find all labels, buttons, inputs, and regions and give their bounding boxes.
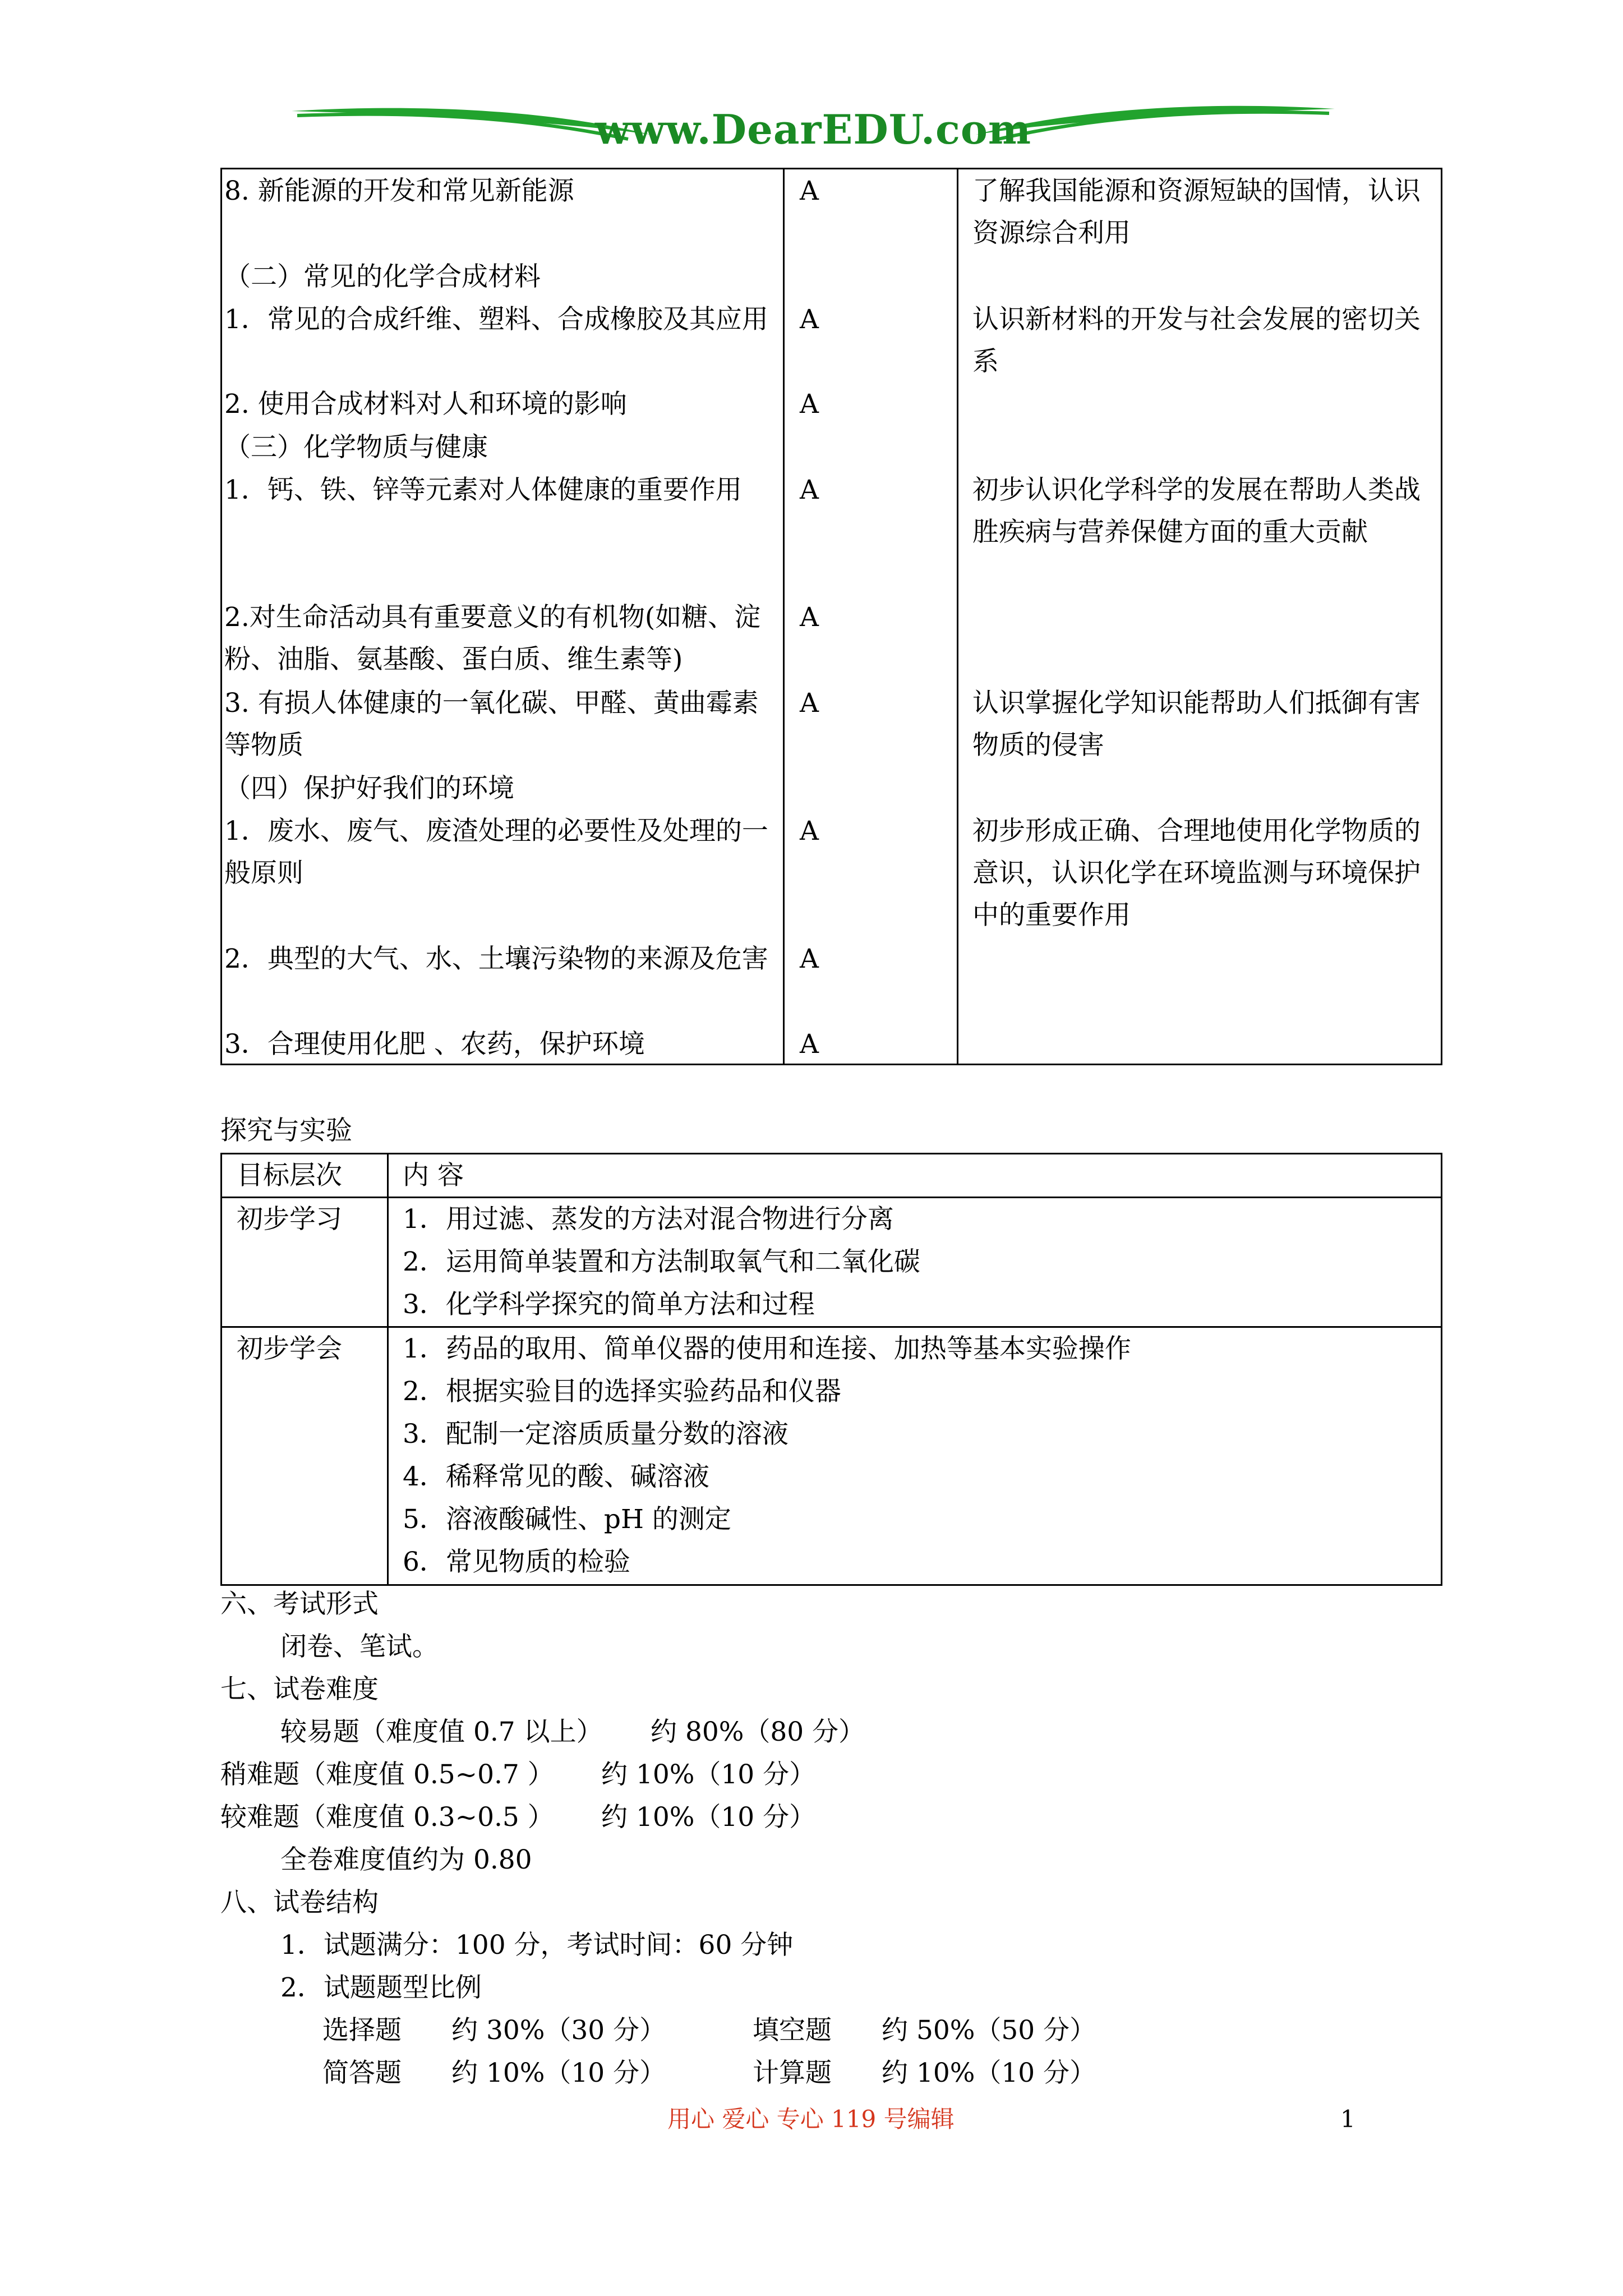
structure-item-2: 2．试题题型比例 [280,1972,482,2003]
section-inquiry-title: 探究与实验 [220,1115,352,1146]
table2-item: 1．用过滤、蒸发的方法对混合物进行分离 [403,1204,894,1235]
difficulty-overall: 全卷难度值约为 0.80 [280,1844,532,1875]
table2-item: 4．稀释常见的酸、碱溶液 [403,1461,709,1492]
table1-level-4: A [800,475,819,505]
table2-item: 1．药品的取用、简单仪器的使用和连接、加热等基本实验操作 [403,1333,1131,1364]
table2-item: 3．化学科学探究的简单方法和过程 [403,1289,815,1320]
table1-level-2: A [800,304,819,335]
table1-heading-health: （三）化学物质与健康 [224,432,488,463]
type-calculation-name: 计算题 [753,2058,832,2088]
type-short-answer-name: 简答题 [322,2058,402,2088]
table1-content-6: 3. 有损人体健康的一氧化碳、甲醛、黄曲霉素等物质 [224,688,759,761]
table1-goal-3: 初步认识化学科学的发展在帮助人类战胜疾病与营养保健方面的重大贡献 [972,475,1421,547]
section-difficulty-title: 七、试卷难度 [220,1674,379,1705]
table2-item: 6．常见物质的检验 [403,1547,630,1577]
type-fill-value: 约 50%（50 分） [882,2015,1096,2046]
table1-heading-materials: （二）常见的化学合成材料 [224,261,541,292]
difficulty-easy-value: 约 80%（80 分） [651,1717,865,1747]
table1-level-9: A [800,1029,819,1060]
table1-content-9: 3．合理使用化肥 、农药，保护环境 [224,1029,645,1060]
table1-content-5: 2.对生命活动具有重要意义的有机物(如糖、淀粉、油脂、氨基酸、蛋白质、维生素等) [224,602,761,675]
table1-content-2: 1．常见的合成纤维、塑料、合成橡胶及其应用 [224,304,768,335]
section-structure-title: 八、试卷结构 [220,1887,379,1918]
footer-text: 用心 爱心 专心 119 号编辑 [667,2105,955,2133]
section-exam-format-title: 六、考试形式 [220,1589,379,1619]
table2-item: 5．溶液酸碱性、pH 的测定 [403,1504,731,1535]
table2-level-learn: 初步学习 [237,1204,342,1235]
site-logo-text[interactable]: www.DearEDU.com [594,105,1032,153]
difficulty-hard-value: 约 10%（10 分） [601,1802,816,1833]
difficulty-medium-value: 约 10%（10 分） [601,1759,816,1790]
difficulty-easy-label: 较易题（难度值 0.7 以上） [280,1717,603,1747]
table1-content-7: 1．废水、废气、废渣处理的必要性及处理的一般原则 [224,816,768,889]
table2-item: 3．配制一定溶质质量分数的溶液 [403,1419,789,1450]
table1-level-5: A [800,602,819,633]
table1-content-1: 8. 新能源的开发和常见新能源 [224,176,574,206]
type-short-answer-value: 约 10%（10 分） [451,2058,666,2088]
table2-header-level: 目标层次 [237,1160,342,1191]
table1-goal-5: 初步形成正确、合理地使用化学物质的意识，认识化学在环境监测与环境保护中的重要作用 [972,816,1421,931]
table1-content-8: 2．典型的大气、水、土壤污染物的来源及危害 [224,944,768,974]
difficulty-medium-label: 稍难题（难度值 0.5~0.7 ） [220,1759,554,1790]
type-calculation-value: 约 10%（10 分） [882,2058,1096,2088]
type-choice-name: 选择题 [322,2015,402,2046]
structure-item-1: 1．试题满分：100 分，考试时间：60 分钟 [280,1930,794,1961]
table2-item: 2．运用简单装置和方法制取氧气和二氧化碳 [403,1246,920,1277]
table1-level-6: A [800,688,819,719]
table1-content-4: 1．钙、铁、锌等元素对人体健康的重要作用 [224,475,742,505]
table1-level-8: A [800,944,819,974]
type-choice-value: 约 30%（30 分） [451,2015,666,2046]
table1-goal-2: 认识新材料的开发与社会发展的密切关系 [972,304,1421,377]
table1-level-7: A [800,816,819,846]
page-number: 1 [1340,2105,1355,2133]
table1-heading-environment: （四）保护好我们的环境 [224,773,514,804]
table2-header-content: 内 容 [403,1160,464,1191]
table2-item: 2．根据实验目的选择实验药品和仪器 [403,1376,841,1407]
difficulty-hard-label: 较难题（难度值 0.3~0.5 ） [220,1802,554,1833]
exam-format-body: 闭卷、笔试。 [280,1631,439,1662]
table1-goal-4: 认识掌握化学知识能帮助人们抵御有害物质的侵害 [972,688,1421,761]
type-fill-name: 填空题 [753,2015,832,2046]
table1-goal-1: 了解我国能源和资源短缺的国情，认识资源综合利用 [972,176,1421,249]
table1-content-3: 2. 使用合成材料对人和环境的影响 [224,389,627,420]
table1-level-3: A [800,389,819,420]
table1-level-1: A [800,176,819,206]
table2-level-master: 初步学会 [237,1333,342,1364]
